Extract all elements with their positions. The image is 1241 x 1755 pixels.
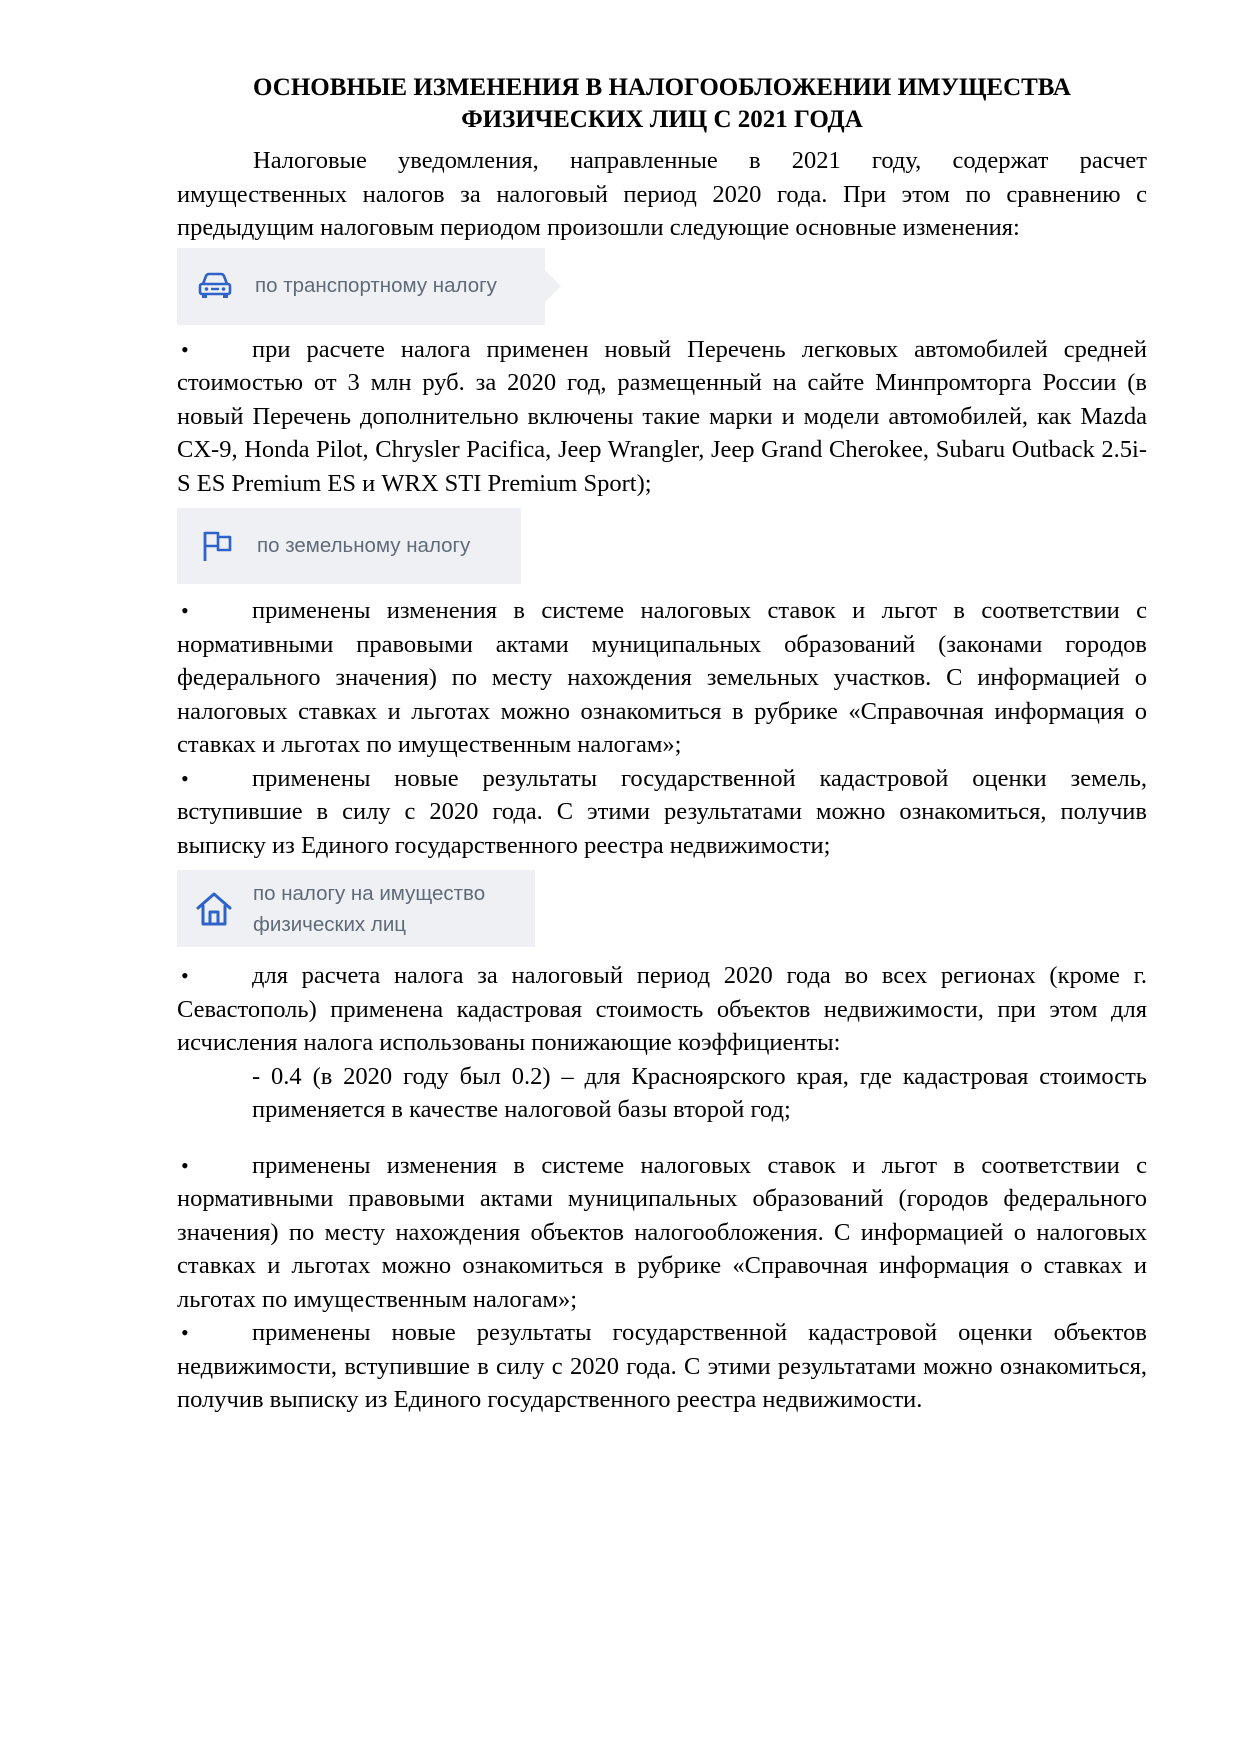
bullet-marker: • bbox=[181, 765, 189, 791]
section-tag-transport bbox=[177, 248, 545, 325]
bullet-marker: • bbox=[181, 336, 189, 362]
title-line-1: ОСНОВНЫЕ ИЗМЕНЕНИЯ В НАЛОГООБЛОЖЕНИИ ИМУЩЕСТВА bbox=[253, 74, 1071, 101]
car-icon bbox=[197, 272, 233, 300]
section-label-transport: по транспортному налогу bbox=[255, 274, 497, 297]
bullet-text: применены новые результаты государственной кадастровой оценки земель, вступившие в силу с 2020 года. С этими результатами можно ознакомиться, получив выписку из Единого государственного реестра недвижимости; bbox=[177, 764, 1147, 859]
bullet-item bbox=[177, 1316, 1147, 1417]
bullet-text: для расчета налога за налоговый период 2020 года во всех регионах (кроме г. Севастополь) применена кадастровая стоимость объектов недвижимости, при этом для исчисления налога использованы понижающие коэффициенты: bbox=[177, 962, 1147, 1056]
document-title bbox=[177, 72, 1147, 136]
section-label-property bbox=[253, 878, 485, 940]
bullet-marker: • bbox=[181, 1320, 189, 1345]
document-page bbox=[177, 72, 1147, 1417]
bullet-item bbox=[177, 959, 1147, 1060]
section-tag-land bbox=[177, 508, 521, 584]
intro-paragraph: Налоговые уведомления, направленные в 2021 году, содержат расчет имущественных налогов за налоговый период 2020 года. При этом по сравнению с предыдущим налоговым периодом произошли следующие основные изменения: bbox=[177, 147, 1147, 241]
bullet-item bbox=[177, 333, 1147, 501]
section-tag-property bbox=[177, 870, 535, 947]
bullet-text: при расчете налога применен новый Перечень легковых автомобилей средней стоимостью от 3 млн руб. за 2020 год, размещенный на сайте Минпромторга России (в новый Перечень дополнительно включены такие марки и модели автомобилей, как Mazda CX-9, Honda Pilot, Chrysler Pacifica, Jeep Wrangler, Jeep Grand Cherokee, Subaru Outback 2.5i-S ES Premium ES и WRX STI Premium Sport); bbox=[177, 335, 1147, 497]
bullet-marker: • bbox=[181, 963, 189, 988]
bullet-marker: • bbox=[181, 1152, 189, 1178]
bullet-item bbox=[177, 762, 1147, 863]
sub-item: - 0.4 (в 2020 году был 0.2) – для Красноярского края, где кадастровая стоимость применяется в качестве налоговой базы второй год; bbox=[252, 1062, 1147, 1123]
bullet-text: применены новые результаты государственной кадастровой оценки объектов недвижимости, вступившие в силу с 2020 года. С этими результатами можно ознакомиться, получив выписку из Единого государственного реестра недвижимости. bbox=[177, 1319, 1147, 1413]
section-label-property-line2: физических лиц bbox=[253, 912, 407, 936]
section-label-land: по земельному налогу bbox=[257, 534, 471, 557]
bullet-text: применены изменения в системе налоговых ставок и льгот в соответствии с нормативными правовыми актами муниципальных образований (законами городов федерального значения) по месту нахождения земельных участков. С информацией о налоговых ставках и льготах можно ознакомиться в рубрике «Справочная информация о ставках и льготах по имущественным налогам»; bbox=[177, 597, 1147, 758]
bullet-text: применены изменения в системе налоговых ставок и льгот в соответствии с нормативными правовыми актами муниципальных образований (городов федерального значения) по месту нахождения объектов налогообложения. С информацией о налоговых ставках и льготах можно ознакомиться в рубрике «Справочная информация о ставках и льготах по имущественным налогам»; bbox=[177, 1151, 1147, 1313]
house-icon bbox=[195, 891, 233, 927]
bullet-marker: • bbox=[181, 598, 189, 623]
section-label-property-line1: по налогу на имущество bbox=[253, 881, 486, 905]
bullet-item bbox=[177, 1149, 1147, 1317]
title-line-2: ФИЗИЧЕСКИХ ЛИЦ С 2021 ГОДА bbox=[461, 106, 863, 133]
spacer bbox=[177, 1127, 1147, 1149]
flag-icon bbox=[201, 529, 235, 563]
bullet-item bbox=[177, 594, 1147, 762]
